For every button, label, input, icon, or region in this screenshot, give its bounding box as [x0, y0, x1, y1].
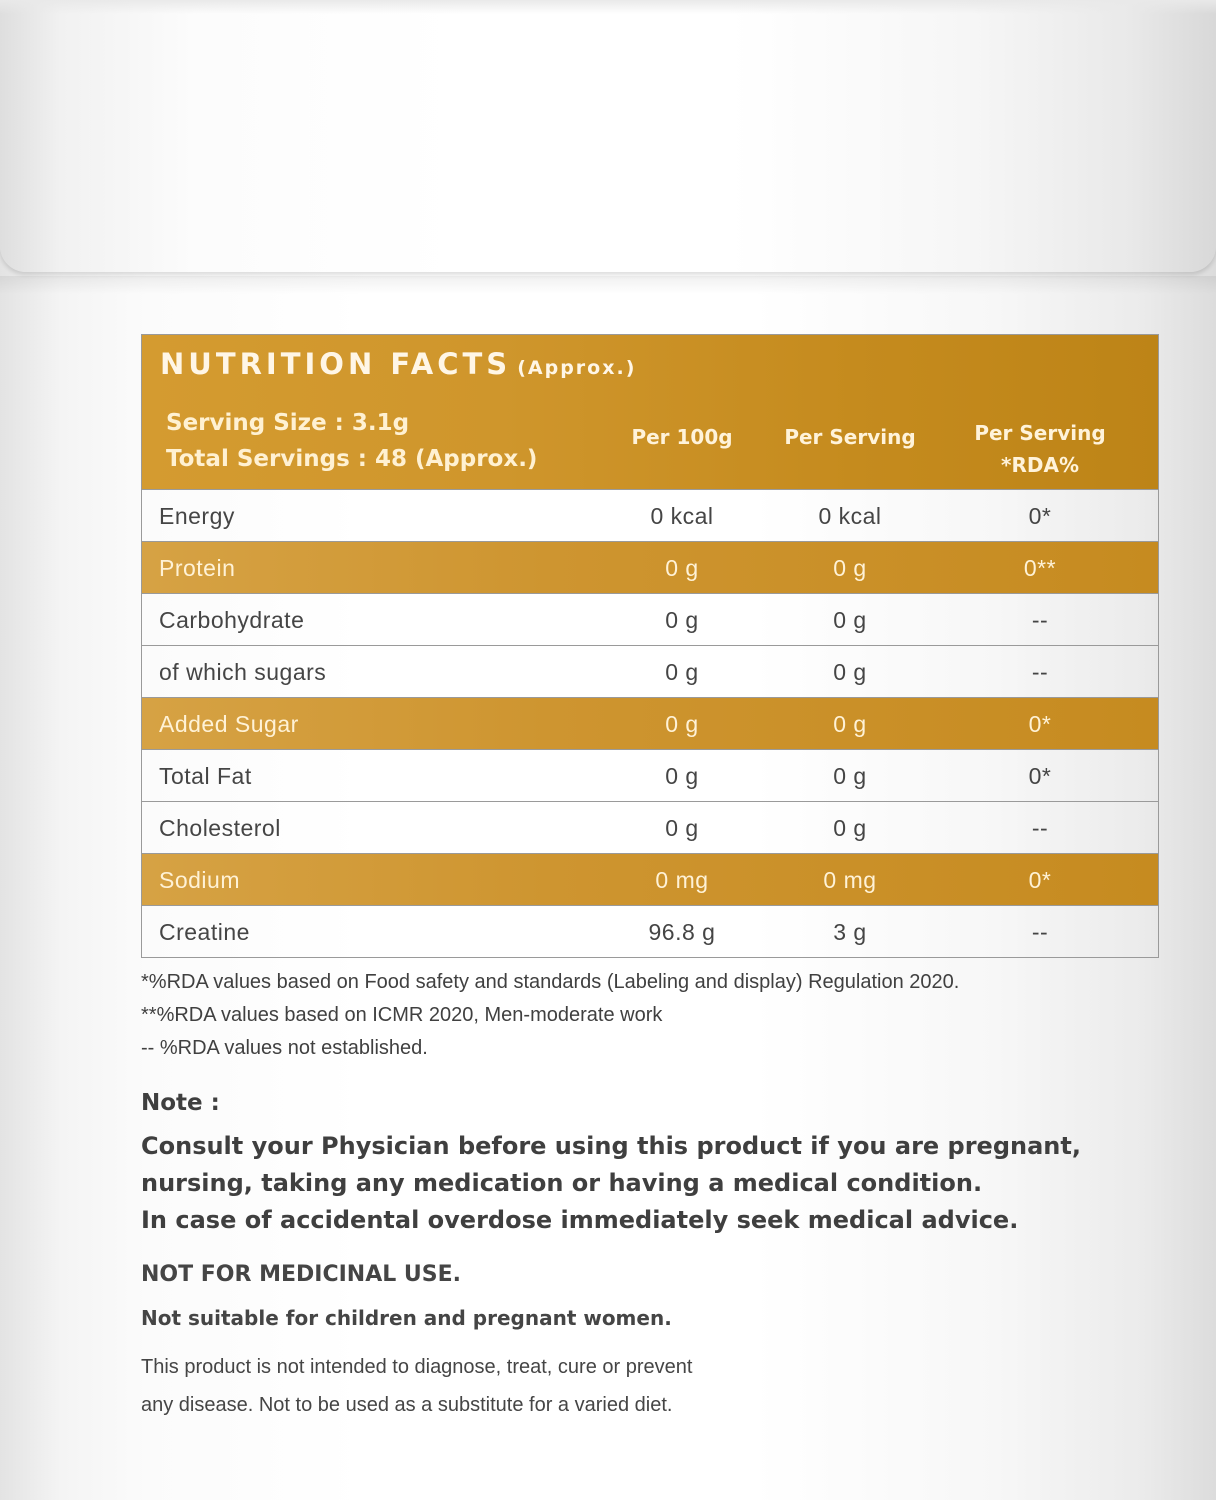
nutrition-title-suffix: (Approx.) [517, 357, 637, 379]
nutrition-row [142, 593, 1158, 645]
nutrient-name: Energy [159, 503, 235, 529]
serving-info [166, 405, 537, 477]
jar-lid [0, 0, 1216, 272]
column-header-per-serving: Per Serving [784, 425, 916, 449]
value-rda: 0* [1028, 763, 1052, 789]
value-per-100g: 0 g [665, 763, 699, 789]
value-per-serving: 0 g [833, 555, 867, 581]
nutrition-row [142, 853, 1158, 905]
value-per-100g: 0 kcal [650, 503, 714, 529]
value-rda: 0* [1028, 711, 1052, 737]
nutrient-name: Sodium [159, 867, 240, 893]
nutrition-rows [142, 489, 1158, 957]
value-per-serving: 0 g [833, 711, 867, 737]
disclaimer-line: This product is not intended to diagnose, treat, cure or prevent [141, 1356, 693, 1378]
value-per-serving: 0 mg [823, 867, 877, 893]
footnotes [141, 966, 959, 1065]
nutrition-row [142, 489, 1158, 541]
total-servings: Total Servings : 48 (Approx.) [166, 446, 538, 472]
value-rda: -- [1031, 815, 1049, 841]
value-per-serving: 0 kcal [818, 503, 882, 529]
value-per-serving: 0 g [833, 607, 867, 633]
nutrition-row [142, 697, 1158, 749]
nutrition-facts-table [141, 334, 1159, 958]
nutrition-row [142, 749, 1158, 801]
footnote-rda-fssai: *%RDA values based on Food safety and standards (Labeling and display) Regulation 2020. [141, 971, 960, 993]
column-header-rda-line2: *RDA% [1001, 453, 1079, 477]
nutrition-row [142, 801, 1158, 853]
nutrition-header [142, 335, 1158, 489]
nutrient-name: Total Fat [159, 763, 252, 789]
footnote-rda-icmr: **%RDA values based on ICMR 2020, Men-moderate work [141, 1004, 663, 1026]
note-line: In case of accidental overdose immediately seek medical advice. [141, 1206, 1019, 1234]
column-header-rda [950, 417, 1130, 481]
note-label: Note : [141, 1090, 220, 1116]
nutrient-name: Creatine [159, 919, 250, 945]
nutrient-name: Protein [159, 555, 236, 581]
not-for-medicinal-use: NOT FOR MEDICINAL USE. [141, 1262, 462, 1287]
nutrient-name: of which sugars [159, 659, 327, 685]
disclaimer [141, 1348, 692, 1424]
nutrition-row [142, 645, 1158, 697]
value-rda: 0* [1028, 867, 1052, 893]
value-per-100g: 0 g [665, 659, 699, 685]
value-per-100g: 96.8 g [648, 919, 716, 945]
value-per-100g: 0 g [665, 711, 699, 737]
value-per-100g: 0 g [665, 815, 699, 841]
value-per-serving: 0 g [833, 815, 867, 841]
value-rda: -- [1031, 607, 1049, 633]
nutrition-row [142, 541, 1158, 593]
serving-size: Serving Size : 3.1g [166, 410, 410, 436]
disclaimer-line: any disease. Not to be used as a substitute for a varied diet. [141, 1394, 673, 1416]
nutrition-row [142, 905, 1158, 957]
lid-shadow [0, 276, 1216, 294]
value-rda: 0** [1023, 555, 1057, 581]
value-rda: 0* [1028, 503, 1052, 529]
note-text [141, 1128, 1181, 1239]
footnote-rda-not-established: -- %RDA values not established. [141, 1037, 428, 1059]
value-per-100g: 0 mg [655, 867, 709, 893]
value-per-100g: 0 g [665, 607, 699, 633]
value-per-100g: 0 g [665, 555, 699, 581]
value-rda: -- [1031, 659, 1049, 685]
column-header-rda-line1: Per Serving [974, 421, 1106, 445]
nutrition-title-text: NUTRITION FACTS [160, 347, 512, 381]
nutrient-name: Carbohydrate [159, 607, 305, 633]
nutrient-name: Cholesterol [159, 815, 281, 841]
value-per-serving: 3 g [833, 919, 867, 945]
column-header-per-100g: Per 100g [631, 425, 733, 449]
note-line: nursing, taking any medication or having a medical condition. [141, 1169, 983, 1197]
lid-rim [0, 0, 1216, 14]
not-suitable-warning: Not suitable for children and pregnant women. [141, 1306, 672, 1330]
note-line: Consult your Physician before using this product if you are pregnant, [141, 1132, 1081, 1160]
nutrient-name: Added Sugar [159, 711, 299, 737]
nutrition-title [160, 347, 636, 381]
value-rda: -- [1031, 919, 1049, 945]
value-per-serving: 0 g [833, 659, 867, 685]
value-per-serving: 0 g [833, 763, 867, 789]
